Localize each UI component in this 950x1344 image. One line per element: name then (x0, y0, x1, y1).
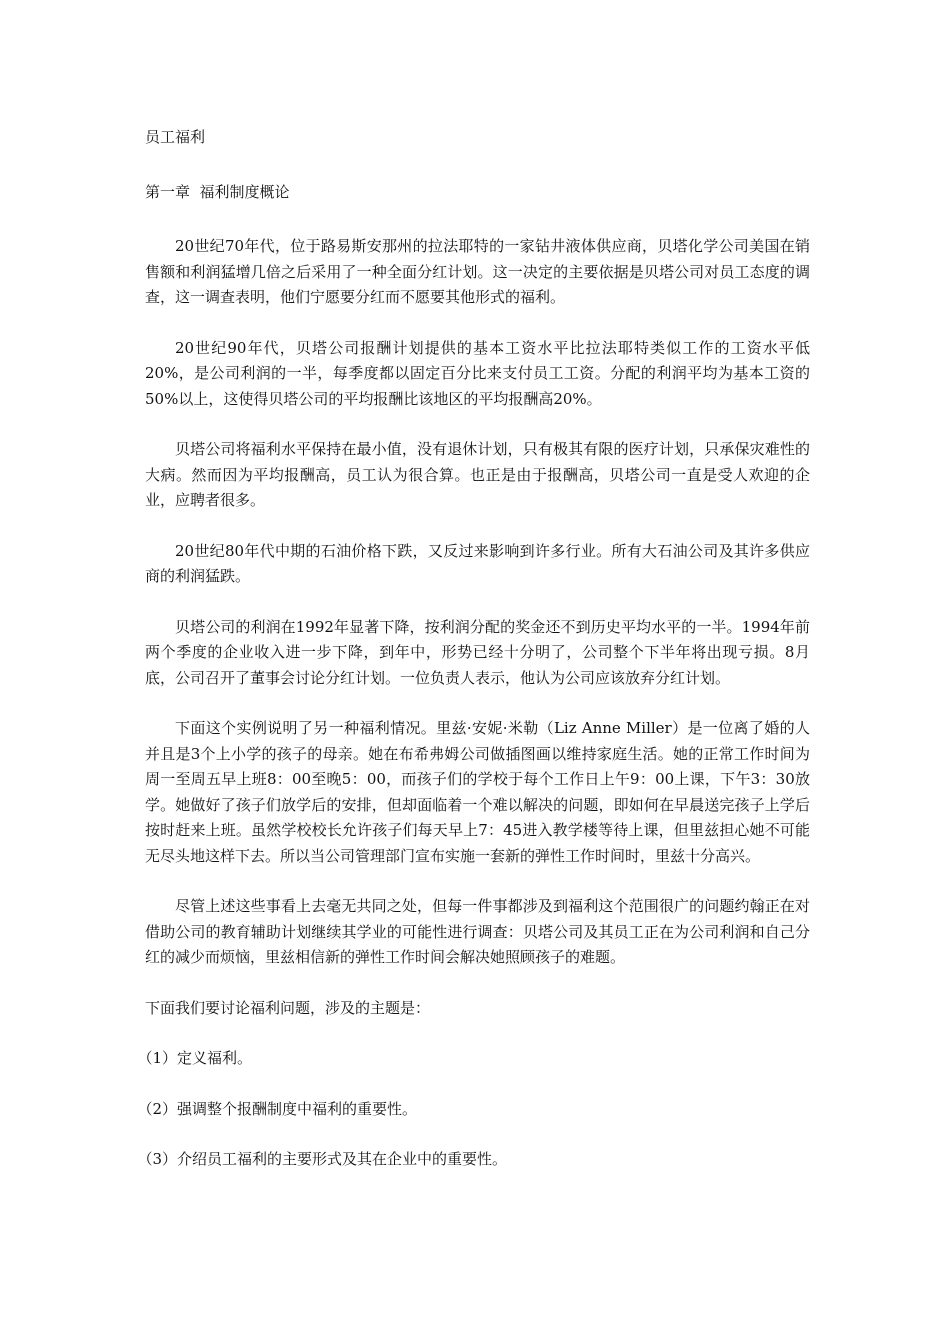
body-paragraph: 20世纪90年代，贝塔公司报酬计划提供的基本工资水平比拉法耶特类似工作的工资水平低20%，是公司利润的一半，每季度都以固定百分比来支付员工工资。分配的利润平均为基本工资的50%以上，这使得贝塔公司的平均报酬比该地区的平均报酬高20%。 (145, 338, 810, 408)
topic-item: （3）介绍员工福利的主要形式及其在企业中的重要性。 (137, 1150, 508, 1168)
topics-intro: 下面我们要讨论福利问题，涉及的主题是： (145, 998, 431, 1017)
body-paragraph: 贝塔公司将福利水平保持在最小值，没有退休计划，只有极其有限的医疗计划，只承保灾难性的大病。然而因为平均报酬高，员工认为很合算。也正是由于报酬高，贝塔公司一直是受人欢迎的企业，应聘者很多。 (145, 440, 810, 509)
topic-item: （1）定义福利。 (137, 1049, 253, 1067)
chapter-heading: 第一章 福利制度概论 (145, 182, 290, 201)
document-title: 员工福利 (145, 128, 206, 146)
body-paragraph: 20世纪80年代中期的石油价格下跌，又反过来影响到许多行业。所有大石油公司及其许多供应商的利润猛跌。 (145, 541, 810, 585)
body-paragraph: 下面这个实例说明了另一种福利情况。里兹·安妮·米勒（Liz Anne Miller）是一位离了婚的人并且是3个上小学的孩子的母亲。她在布希弗姆公司做插图画以维持家庭生活。她的正常工作时间为周一至周五早上班8：00至晚5：00，而孩子们的学校于每个工作日上午9：00上课，下午3：30放学。她做好了孩子们放学后的安排，但却面临着一个难以解决的问题，即如何在早晨送完孩子上学后按时赶来上班。虽然学校校长允许孩子们每天早上7：45进入教学楼等待上课，但里兹担心她不可能无尽头地这样下去。所以当公司管理部门宣布实施一套新的弹性工作时间时，里兹十分高兴。 (145, 719, 810, 865)
body-paragraph: 20世纪70年代，位于路易斯安那州的拉法耶特的一家钻井液体供应商，贝塔化学公司美国在销售额和利润猛增几倍之后采用了一种全面分红计划。这一决定的主要依据是贝塔公司对员工态度的调查，这一调查表明，他们宁愿要分红而不愿要其他形式的福利。 (145, 237, 810, 306)
document-page (137, 125, 810, 1198)
body-paragraph: 贝塔公司的利润在1992年显著下降，按利润分配的奖金还不到历史平均水平的一半。1994年前两个季度的企业收入进一步下降，到年中，形势已经十分明了，公司整个下半年将出现亏损。8月底，公司召开了董事会讨论分红计划。一位负责人表示，他认为公司应该放弃分红计划。 (145, 617, 810, 687)
topic-list (137, 1046, 810, 1173)
topic-item: （2）强调整个报酬制度中福利的重要性。 (137, 1099, 418, 1118)
body-paragraph: 尽管上述这些事看上去毫无共同之处，但每一件事都涉及到福利这个范围很广的问题约翰正在对借助公司的教育辅助计划继续其学业的可能性进行调查：贝塔公司及其员工正在为公司利润和自己分红的减少而烦恼，里兹相信新的弹性工作时间会解决她照顾孩子的难题。 (145, 897, 810, 966)
